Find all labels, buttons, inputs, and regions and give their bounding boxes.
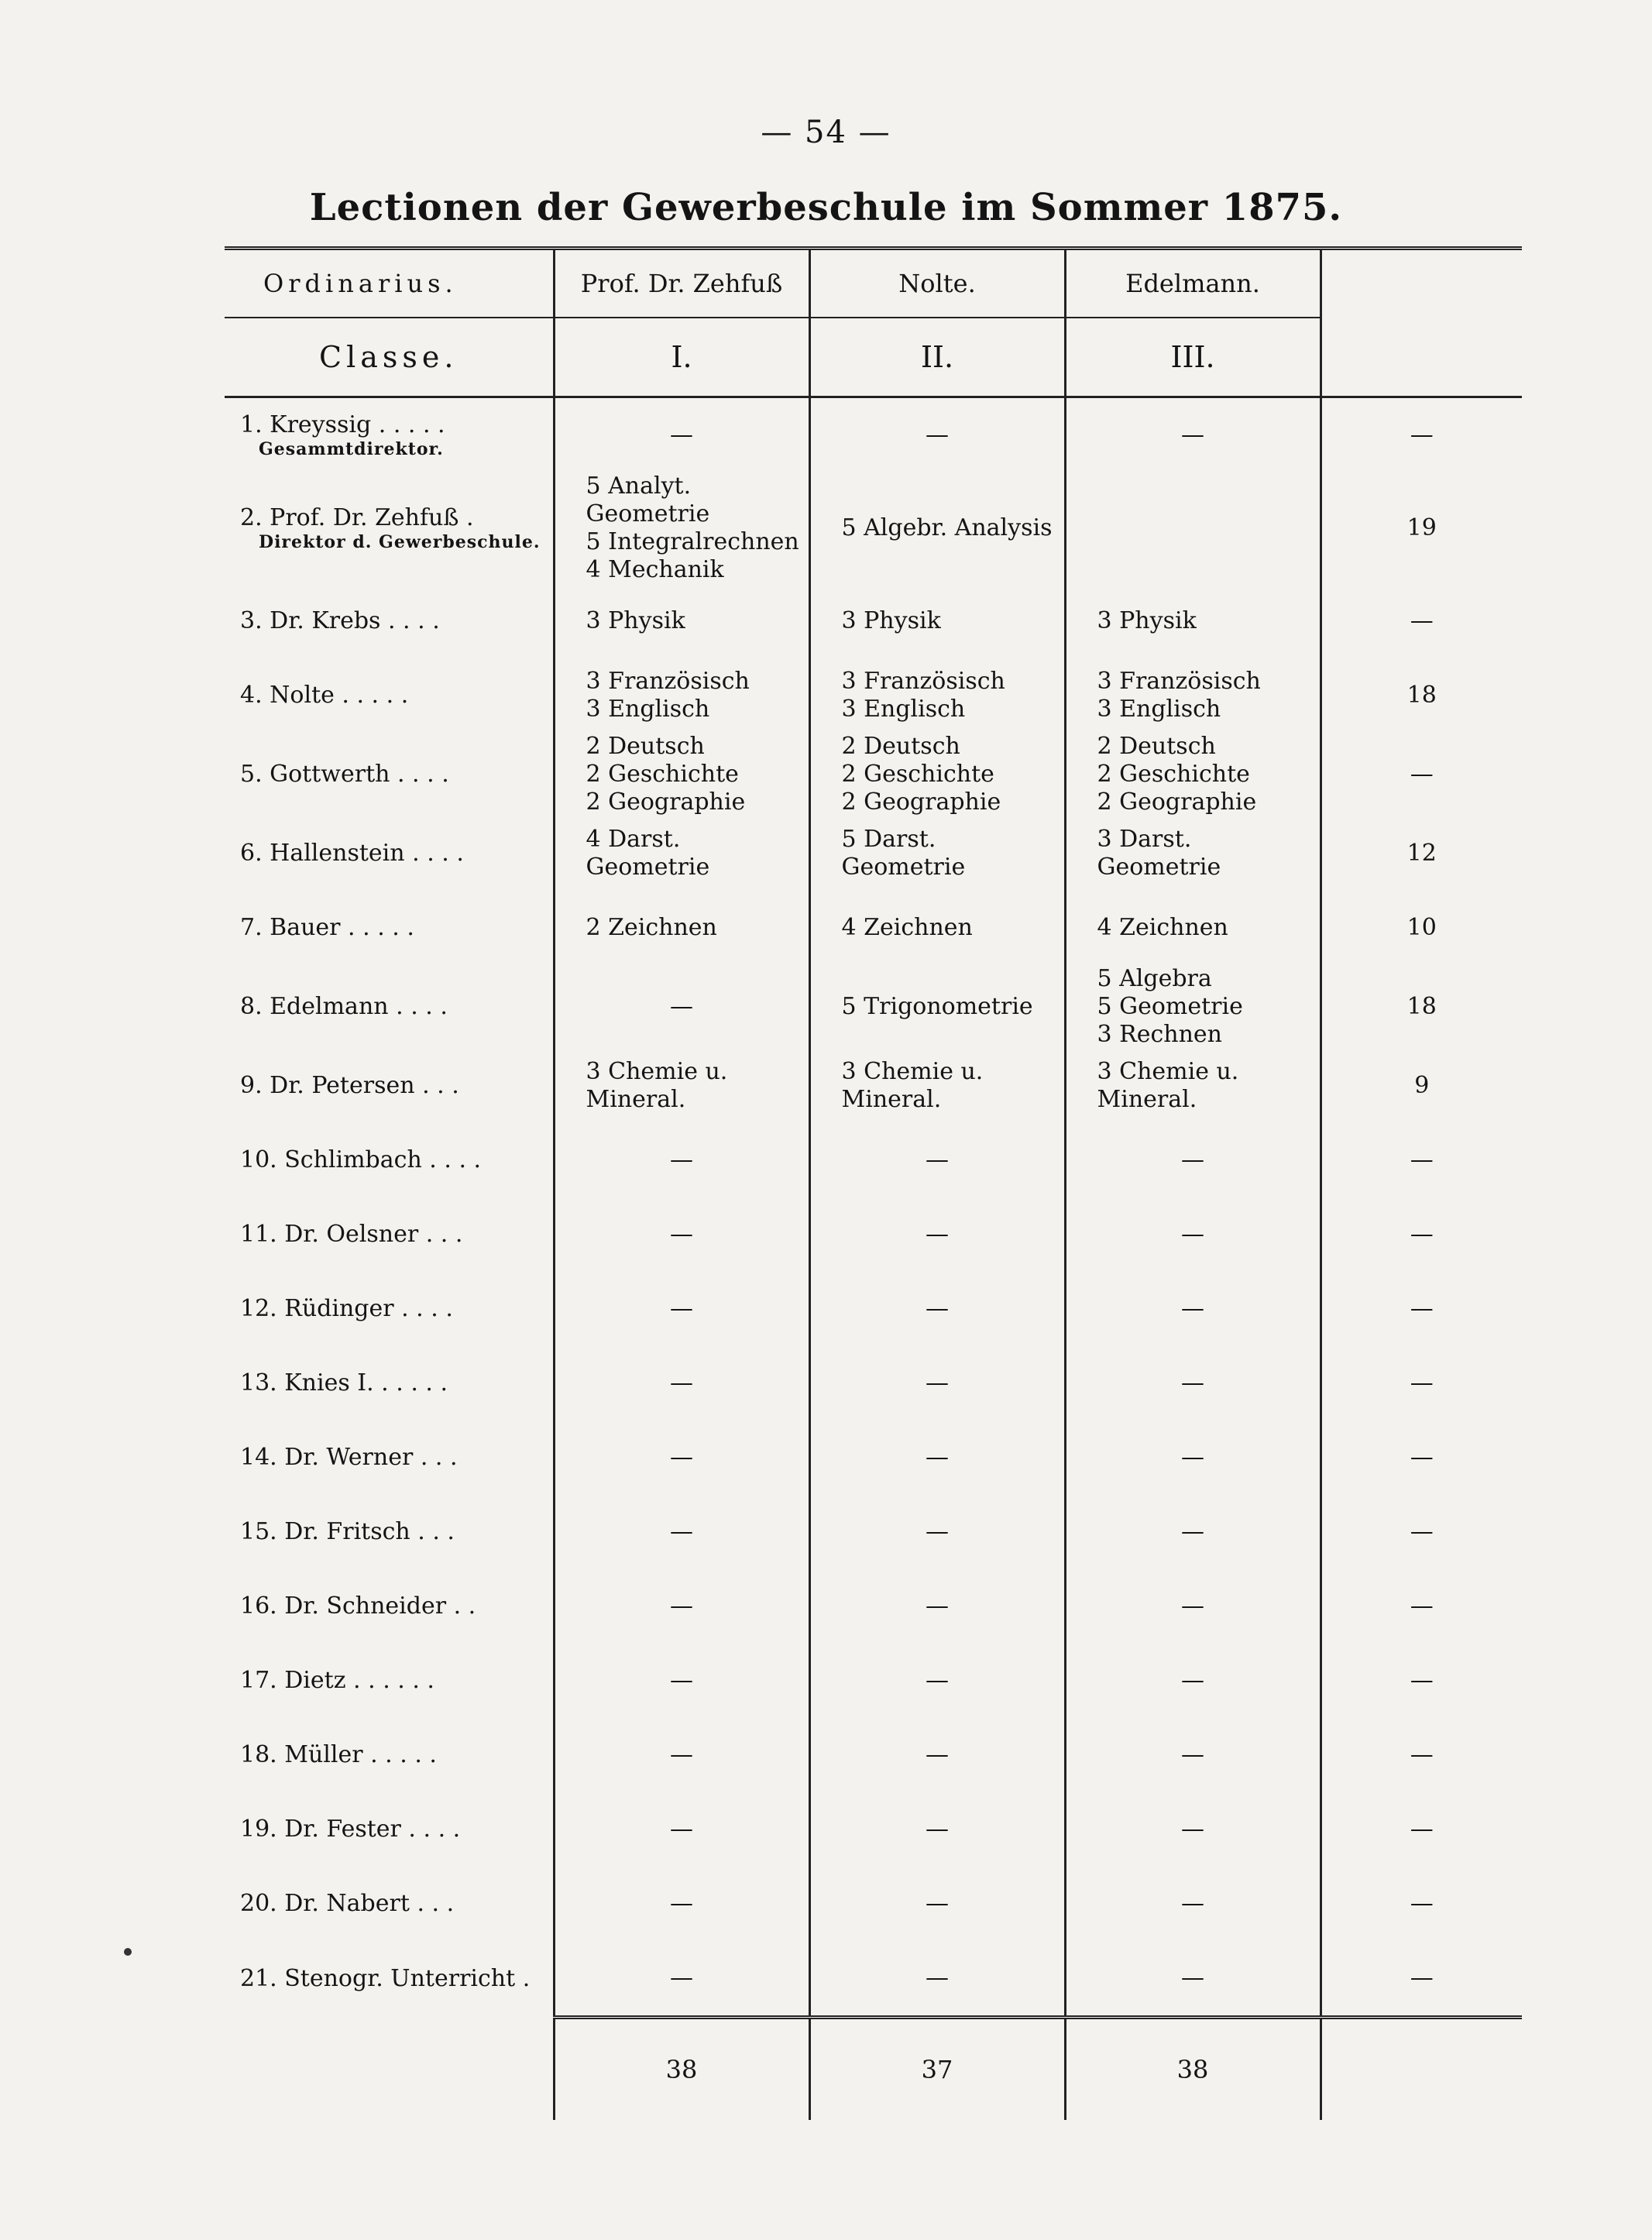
lesson-cell-c3 [1065,658,1321,733]
hours-cell: — [1321,1569,1522,1644]
lesson-entry: 3 Physik [1097,607,1197,634]
lesson-cell-c2 [809,1495,1065,1569]
lessons-table [225,246,1522,2120]
lesson-cell-c1 [554,1792,809,1867]
teacher-class-2: Nolte. [809,249,1065,318]
lesson-cell-c3 [1065,1346,1321,1421]
teacher-name-text: 2. Prof. Dr. Zehfuß . [240,504,474,531]
lesson-cell-c2 [809,1941,1065,2018]
teacher-name [225,1792,554,1867]
teacher-name [225,1197,554,1272]
header-blank-cell [1321,249,1522,318]
teacher-name [225,1941,554,2018]
lesson-entry: — [926,1592,949,1620]
lesson-entry: — [926,1518,949,1545]
lesson-entry: 5 Integralrechnen [586,528,799,555]
table-row [225,733,1522,816]
lesson-entry: 3 Englisch [1097,696,1221,723]
lesson-entry: 2 Geographie [586,788,746,816]
teacher-name [225,1569,554,1644]
lesson-entry: — [670,1444,693,1471]
table-row [225,584,1522,658]
class-heading-3: III. [1065,318,1321,397]
lesson-cell-c2 [809,658,1065,733]
lesson-entry: — [926,1295,949,1322]
teacher-name-text: 4. Nolte . . . . . [240,682,409,709]
lesson-cell-c1 [554,472,809,584]
lesson-cell-c3 [1065,1941,1321,2018]
lesson-entry: 2 Geographie [1097,788,1257,816]
hours-cell: — [1321,1718,1522,1792]
teacher-name-text: 8. Edelmann . . . . [240,993,448,1020]
lesson-cell-c2 [809,816,1065,891]
lesson-entry: 5 Analyt. Geometrie [586,472,710,527]
lesson-entry: — [670,1890,693,1917]
lesson-entry: — [670,1964,693,1991]
lesson-cell-c1 [554,1421,809,1495]
teacher-name [225,1123,554,1197]
hours-cell: — [1321,1421,1522,1495]
hours-cell: — [1321,1123,1522,1197]
teacher-name-text: 17. Dietz . . . . . . [240,1667,434,1694]
hours-cell: 18 [1321,965,1522,1049]
lesson-entry: 2 Deutsch [841,733,960,760]
lesson-cell-c1 [554,1569,809,1644]
table-row [225,1569,1522,1644]
lesson-cell-c1 [554,733,809,816]
teacher-name-text: 6. Hallenstein . . . . [240,840,464,867]
lesson-entry: — [1181,1890,1204,1917]
lesson-cell-c3 [1065,397,1321,473]
lesson-entry: — [926,1221,949,1248]
teacher-title: Gesammtdirektor. [259,439,444,459]
lesson-entry: — [1181,1964,1204,1991]
lesson-cell-c3 [1065,1569,1321,1644]
lesson-entry: 3 Darst. Geometrie [1097,826,1221,881]
class-heading-1: I. [554,318,809,397]
lesson-entry: — [1181,1518,1204,1545]
table-row [225,1197,1522,1272]
lesson-entry: — [670,1816,693,1843]
lesson-entry: — [926,1667,949,1694]
lesson-cell-c2 [809,1792,1065,1867]
table-row [225,816,1522,891]
lesson-entry: — [926,421,949,448]
lesson-cell-c1 [554,584,809,658]
lesson-entry: — [1181,1667,1204,1694]
lesson-cell-c1 [554,1495,809,1569]
totals-empty-cell [225,2018,554,2121]
lesson-cell-c1 [554,658,809,733]
lesson-entry: — [1181,1816,1204,1843]
hours-cell: — [1321,1346,1522,1421]
lesson-cell-c3 [1065,584,1321,658]
lesson-entry: 3 Chemie u. Mineral. [841,1058,984,1113]
teacher-name [225,1867,554,1941]
teacher-name [225,733,554,816]
hours-cell: — [1321,1197,1522,1272]
lesson-entry: 5 Darst. Geometrie [841,826,966,881]
lesson-cell-c1 [554,1867,809,1941]
lesson-cell-c3 [1065,891,1321,965]
teacher-name-text: 10. Schlimbach . . . . [240,1146,482,1173]
lesson-entry: — [670,1592,693,1620]
hours-cell: 9 [1321,1049,1522,1123]
lesson-cell-c2 [809,397,1065,473]
class-blank-cell [1321,318,1522,397]
lesson-entry: — [670,1369,693,1397]
lesson-entry: 2 Zeichnen [586,914,717,941]
hours-cell: — [1321,1495,1522,1569]
lesson-entry: — [926,1741,949,1768]
lesson-entry: — [1181,1444,1204,1471]
hours-cell: 10 [1321,891,1522,965]
lesson-entry: — [670,993,693,1020]
teacher-name [225,658,554,733]
teacher-name-text: 15. Dr. Fritsch . . . [240,1518,455,1545]
lesson-entry: 5 Algebra [1097,965,1212,992]
table-row [225,891,1522,965]
lesson-entry: — [670,1518,693,1545]
lesson-entry: — [1181,421,1204,448]
table-row [225,472,1522,584]
lesson-cell-c2 [809,1346,1065,1421]
teacher-name-text: 11. Dr. Oelsner . . . [240,1221,463,1248]
lesson-entry: — [1181,1146,1204,1173]
teacher-name [225,1049,554,1123]
ordinarius-label: Ordinarius. [225,249,554,318]
teacher-name-text: 19. Dr. Fester . . . . [240,1816,461,1843]
lesson-entry: 4 Darst. Geometrie [586,826,710,881]
teacher-name-text: 14. Dr. Werner . . . [240,1444,458,1471]
header-row-teachers [225,249,1522,318]
lesson-cell-c1 [554,1272,809,1346]
table-row [225,1867,1522,1941]
lesson-entry: — [670,1295,693,1322]
hours-cell: — [1321,1792,1522,1867]
lesson-entry: — [1181,1295,1204,1322]
lesson-cell-c2 [809,1123,1065,1197]
table-row [225,1792,1522,1867]
hours-cell: — [1321,1867,1522,1941]
table-row [225,658,1522,733]
teacher-class-3: Edelmann. [1065,249,1321,318]
teacher-name [225,1495,554,1569]
lesson-cell-c1 [554,1941,809,2018]
teacher-name [225,584,554,658]
lesson-cell-c1 [554,891,809,965]
lesson-cell-c3 [1065,1272,1321,1346]
lesson-entry: — [1181,1221,1204,1248]
table-row [225,1123,1522,1197]
table-row [225,397,1522,473]
table-row [225,1941,1522,2018]
lesson-entry: — [1181,1741,1204,1768]
lesson-entry: 4 Zeichnen [841,914,973,941]
lesson-entry: 3 Physik [586,607,685,634]
lesson-entry: 2 Geschichte [586,761,739,788]
lesson-cell-c3 [1065,1718,1321,1792]
teacher-name [225,891,554,965]
hours-cell: — [1321,733,1522,816]
lesson-cell-c3 [1065,1792,1321,1867]
lesson-entry: 3 Rechnen [1097,1021,1222,1048]
lesson-entry: 2 Deutsch [586,733,705,760]
hours-cell: — [1321,1644,1522,1718]
teacher-name-text: 3. Dr. Krebs . . . . [240,607,440,634]
lesson-cell-c2 [809,1644,1065,1718]
teacher-name [225,472,554,584]
hours-cell: — [1321,1272,1522,1346]
lesson-cell-c2 [809,472,1065,584]
lesson-cell-c2 [809,733,1065,816]
lesson-cell-c3 [1065,472,1321,584]
lesson-cell-c2 [809,891,1065,965]
teacher-name-text: 13. Knies I. . . . . . [240,1369,448,1397]
teacher-name [225,1644,554,1718]
lesson-entry: 3 Chemie u. Mineral. [1097,1058,1239,1113]
lesson-cell-c1 [554,1346,809,1421]
teacher-name [225,816,554,891]
lesson-entry: — [926,1964,949,1991]
page-number: — 54 — [761,115,891,150]
teacher-name [225,397,554,473]
lesson-cell-c1 [554,1644,809,1718]
lesson-entry: — [670,1741,693,1768]
total-class-1: 38 [554,2018,809,2121]
lesson-cell-c2 [809,1049,1065,1123]
teacher-name [225,965,554,1049]
teacher-class-1: Prof. Dr. Zehfuß [554,249,809,318]
lesson-cell-c3 [1065,1049,1321,1123]
lesson-entry: 5 Geometrie [1097,993,1243,1020]
lesson-cell-c2 [809,1197,1065,1272]
lesson-cell-c3 [1065,816,1321,891]
lesson-cell-c2 [809,584,1065,658]
lesson-entry: — [926,1369,949,1397]
lesson-entry: — [1181,1369,1204,1397]
lesson-cell-c1 [554,1123,809,1197]
teacher-name [225,1421,554,1495]
classe-label: Classe. [225,318,554,397]
total-class-3: 38 [1065,2018,1321,2121]
hours-cell: 18 [1321,658,1522,733]
lesson-entry: 2 Deutsch [1097,733,1216,760]
table-row [225,1272,1522,1346]
lesson-cell-c3 [1065,1197,1321,1272]
table-row [225,1421,1522,1495]
teacher-name-text: 7. Bauer . . . . . [240,914,414,941]
lesson-entry: 3 Physik [841,607,941,634]
lesson-cell-c2 [809,1421,1065,1495]
hours-cell: 12 [1321,816,1522,891]
table-row [225,1718,1522,1792]
lesson-entry: — [1181,1592,1204,1620]
teacher-name-text: 21. Stenogr. Unterricht . [240,1965,531,1993]
lesson-entry: 3 Französisch [1097,668,1261,695]
table-row [225,1049,1522,1123]
lesson-cell-c3 [1065,1867,1321,1941]
totals-row [225,2018,1522,2121]
teacher-name-text: 20. Dr. Nabert . . . [240,1890,455,1917]
teacher-name-text: 5. Gottwerth . . . . [240,761,449,788]
lesson-cell-c1 [554,397,809,473]
total-class-2: 37 [809,2018,1065,2121]
hours-cell: — [1321,1941,1522,2018]
lesson-entry: — [670,421,693,448]
lesson-cell-c2 [809,1272,1065,1346]
lesson-entry: 3 Chemie u. Mineral. [586,1058,728,1113]
lesson-cell-c2 [809,1867,1065,1941]
lesson-entry: 3 Englisch [586,696,710,723]
teacher-name-text: 18. Müller . . . . . [240,1741,437,1768]
lesson-cell-c1 [554,1197,809,1272]
table-row [225,1346,1522,1421]
teacher-title: Direktor d. Gewerbeschule. [259,532,541,552]
teacher-name-text: 9. Dr. Petersen . . . [240,1072,459,1099]
lesson-entry: 4 Mechanik [586,556,724,583]
lesson-cell-c3 [1065,1495,1321,1569]
lesson-cell-c3 [1065,733,1321,816]
lesson-entry: — [670,1146,693,1173]
lesson-entry: — [670,1221,693,1248]
lesson-cell-c1 [554,1718,809,1792]
hours-cell: — [1321,584,1522,658]
lesson-entry: 2 Geographie [841,788,1001,816]
lesson-entry: 5 Trigonometrie [841,993,1033,1020]
lesson-entry: 5 Algebr. Analysis [841,514,1053,541]
lesson-entry: 2 Geschichte [1097,761,1250,788]
lesson-entry: — [926,1816,949,1843]
teacher-name [225,1718,554,1792]
teacher-name [225,1272,554,1346]
teacher-name-text: 16. Dr. Schneider . . [240,1592,476,1620]
lesson-cell-c2 [809,1718,1065,1792]
hours-cell: 19 [1321,472,1522,584]
hours-cell: — [1321,397,1522,473]
lesson-entry: 4 Zeichnen [1097,914,1228,941]
teacher-name-text: 12. Rüdinger . . . . [240,1295,453,1322]
lesson-cell-c3 [1065,1421,1321,1495]
table-row [225,965,1522,1049]
teacher-name [225,1346,554,1421]
class-heading-2: II. [809,318,1065,397]
lesson-cell-c1 [554,816,809,891]
lesson-cell-c3 [1065,965,1321,1049]
lesson-cell-c1 [554,1049,809,1123]
lesson-entry: — [926,1146,949,1173]
ink-speck [124,1948,132,1956]
lesson-cell-c2 [809,965,1065,1049]
lesson-cell-c3 [1065,1644,1321,1718]
lesson-entry: 2 Geschichte [841,761,994,788]
lesson-entry: — [926,1444,949,1471]
lesson-cell-c1 [554,965,809,1049]
header-row-classes [225,318,1522,397]
table-row [225,1644,1522,1718]
lesson-entry: — [670,1667,693,1694]
lesson-cell-c2 [809,1569,1065,1644]
page-title: Lectionen der Gewerbeschule im Sommer 1875. [309,186,1343,229]
table-row [225,1495,1522,1569]
lesson-entry: 3 Französisch [841,668,1005,695]
lesson-entry: 3 Englisch [841,696,966,723]
totals-blank-cell [1321,2018,1522,2121]
lesson-entry: 3 Französisch [586,668,750,695]
teacher-name-text: 1. Kreyssig . . . . . [240,411,445,438]
lesson-entry: — [926,1890,949,1917]
lesson-cell-c3 [1065,1123,1321,1197]
